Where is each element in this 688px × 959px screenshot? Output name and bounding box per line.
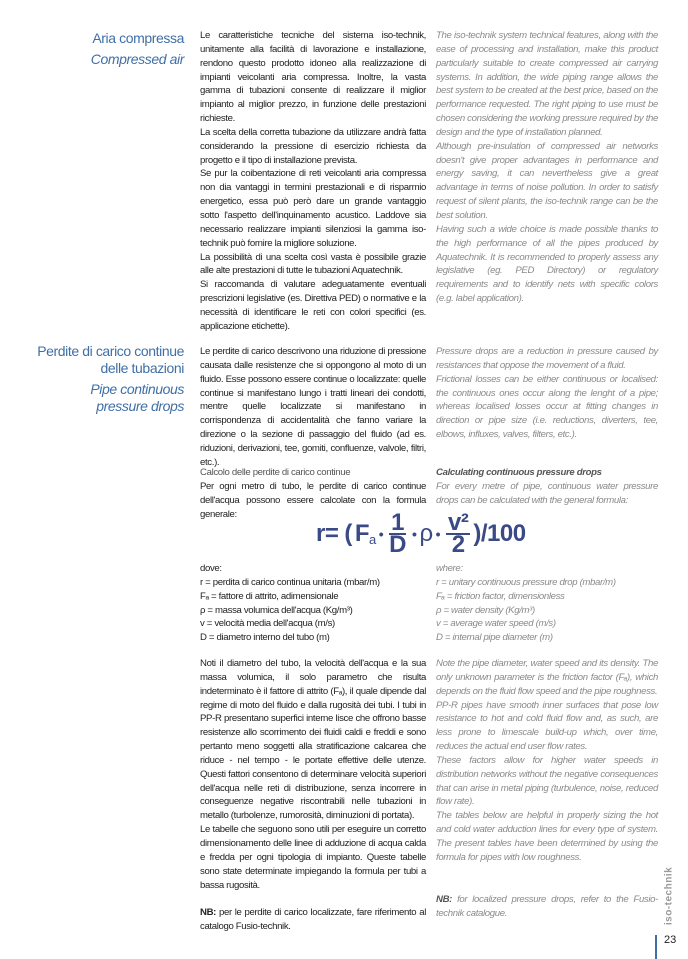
paragraph: La possibilità di una scelta così vasta è possibile grazie alle alte prestazioni di tutte le tubazioni Aquatechnik. <box>200 251 426 277</box>
section-heading-compressed-air <box>20 30 184 68</box>
pressure-drop-formula <box>316 509 526 558</box>
note-paragraph <box>436 893 658 921</box>
paragraph: These factors allow for higher water speeds in distribution networks without the negative consequences that can arise in metal piping (turbulence, noise, reduced flow rate). <box>436 754 658 808</box>
note-text: for localized pressure drops, refer to the Fusio-technik catalogue. <box>436 893 658 919</box>
subheading: Calcolo delle perdite di carico continue <box>200 467 351 478</box>
formula-fraction-v2-over-2 <box>446 509 470 558</box>
formula-rho: ρ <box>419 520 433 547</box>
paragraph: PP-R pipes have smooth inner surfaces that pose low resistance to hot and cold fluid flow and, as such, are less prone to limescale build-up which, over time, reduces the actual end user flow rates. <box>436 699 658 753</box>
paragraph: Having such a wide choice is made possible thanks to the high performance of all the pipes produced by Aquatechnik. It is recommended to properly assess any legislative (eg. PED Directory) or regulatory requirements and to identify nets with specific colors (e.g. label application). <box>436 223 658 305</box>
variable-definition: v = velocità media dell'acqua (m/s) <box>200 618 335 630</box>
paragraph: La scelta della corretta tubazione da utilizzare andrà fatta considerando la pressione di esercizio richiesta da progetto e il tipo di installazione prevista. <box>200 126 426 166</box>
variable-definition: ρ = water density (Kg/m³) <box>436 604 535 616</box>
formula-open-paren: ( <box>344 520 352 547</box>
heading-english-line1: Pipe continuous <box>90 381 184 397</box>
compressed-air-text-italian <box>200 29 426 334</box>
fraction-numerator: v² <box>448 509 469 536</box>
heading-italian: Aria compressa <box>92 30 184 46</box>
page-number: 23 <box>664 934 677 946</box>
variable-definition: D = internal pipe diameter (m) <box>436 632 553 644</box>
compressed-air-text-english <box>436 29 658 306</box>
fraction-denominator: 2 <box>451 531 465 558</box>
formula-dot: • <box>378 526 384 542</box>
paragraph: Si raccomanda di valutare adeguatamente eventuali prescrizioni legislative (es. Direttiva PED) o normative e la necessità di identificare le reti con colori specifici (es. applicazione etichette). <box>200 279 426 332</box>
subheading: Calculating continuous pressure drops <box>436 467 602 478</box>
brand-vertical-label <box>654 866 684 926</box>
note-label: NB: <box>436 893 453 905</box>
variable-definition: ρ = massa volumica dell'acqua (Kg/m³) <box>200 604 353 616</box>
paragraph: For every metre of pipe, continuous water pressure drops can be calculated with the general formula: <box>436 480 658 506</box>
variable-definition: r = perdita di carico continua unitaria (mbar/m) <box>200 576 380 588</box>
formula-subscript: a <box>369 531 376 547</box>
paragraph: Se pur la coibentazione di reti veicolanti aria compressa non dia vantaggi in termini prestazionali e di risparmio energetico, essa può però dare un grande vantaggio sotto l'aspetto dell'inquinamento acustico. Laddove sia necessario realizzare impianti silenziosi la gamma iso-technik può fornire la migliore soluzione. <box>200 168 426 249</box>
formula-fraction-1-over-d <box>389 509 407 558</box>
friction-body-english <box>436 657 658 920</box>
paragraph: Pressure drops are a reduction in pressure caused by resistances that oppose the movement of a fluid. <box>436 346 658 371</box>
page-number-divider <box>655 935 657 959</box>
variable-definition: Fₐ = fattore di attrito, adimensionale <box>200 590 339 602</box>
paragraph: Frictional losses can be either continuous or localised: the continuous ones occur along the lenght of a pipe; whereas localised losses occur at fitting changes in direction or pipe size (i.e. reductions, diverters, tee, elbows, influxes, valves, filters, etc.). <box>436 373 658 441</box>
variable-definition: v = average water speed (m/s) <box>436 618 556 630</box>
heading-english-line2: pressure drops <box>96 398 184 414</box>
variable-definition: D = diametro interno del tubo (m) <box>200 632 330 644</box>
formula-dot: • <box>435 526 440 542</box>
paragraph: Le tabelle che seguono sono utili per eseguire un corretto dimensionamento delle linee di adduzione di acqua calda e fredda per ogni tipologia di impianto. Queste tabelle sono state determinate impiegando la formula per tubi a bassa rugosità. <box>200 824 426 891</box>
variable-definition: Fₐ = friction factor, dimensionless <box>436 590 565 602</box>
paragraph: Per ogni metro di tubo, le perdite di carico continue dell'acqua possono essere calcolate con la formula generale: <box>200 480 426 520</box>
note-label: NB: <box>200 907 217 919</box>
fraction-numerator: 1 <box>391 509 405 536</box>
friction-body-italian <box>200 657 426 934</box>
paragraph: The iso-technik system technical features, along with the ease of processing and installation, make this product particularly suitable to create compressed air carrying systems. In addition, the wide piping range allows the best system to be created at the best price, based on the performance requested. The right piping to use must be chosen considering the working pressure required by the design and the type of installation planned. <box>436 30 658 138</box>
formula-friction-factor: F <box>354 520 370 547</box>
note-paragraph <box>200 906 426 934</box>
section-heading-pressure-drops <box>20 343 184 415</box>
heading-english: Compressed air <box>90 51 184 67</box>
fraction-denominator: D <box>389 531 407 558</box>
heading-italian-line2: delle tubazioni <box>100 360 184 376</box>
formula-lhs: r= <box>316 520 339 547</box>
calculation-intro-english <box>436 466 658 508</box>
where-label: where: <box>436 563 463 574</box>
paragraph: Note the pipe diameter, water speed and its density. The only unknown parameter is the friction factor (Fₐ), which depends on the fluid flow speed and the pipe roughness. <box>436 658 658 697</box>
formula-close: )/100 <box>473 520 526 547</box>
pressure-drops-intro-italian <box>200 345 426 470</box>
formula-dot: • <box>412 526 417 542</box>
paragraph: Noti il diametro del tubo, la velocità dell'acqua e la sua massa volumica, il solo parametro che risulta indeterminato è il fattore di attrito (Fₐ), il quale dipende dal regime di moto del fluido e dalla rugosità dei tubi. I tubi in PP-R presentano superfici interne lisce che offrono basse resistenze allo scorrimento dei fluidi caldi e freddi e sono pertanto meno soggetti alla stratificazione calcarea che riduce - nel tempo - le portate effettive delle utenze. Questi fattori consentono di determinare velocità superiori dell'acqua nelle reti di distribuzione, senza incorrere in conseguenze negative riscontrabili nelle tubazioni in metallo (turbolenze, rumorosità, diminuzioni di portata). <box>200 658 426 822</box>
pressure-drops-intro-english <box>436 345 658 442</box>
paragraph: Le caratteristiche tecniche del sistema iso-technik, unitamente alla facilità di lavorazione e installazione, rendono questo prodotto idoneo alla realizzazione di impianti veicolanti aria compressa. Inoltre, la vasta gamma di tubazioni consente di realizzare il miglior impianto al miglior prezzo, in funzione delle prestazioni richieste. <box>200 30 426 125</box>
heading-italian-line1: Perdite di carico continue <box>37 343 184 359</box>
variables-english <box>436 562 658 645</box>
variables-italian <box>200 562 426 645</box>
where-label: dove: <box>200 563 222 574</box>
brand-text: iso-technik <box>663 866 675 926</box>
paragraph: Although pre-insulation of compressed air networks doesn't give proper advantages in performance and energy saving, it can nevertheless give a great advantage in terms of noise pollution. In order to satisfy request of silent plants, the iso-technik range can be the best solution. <box>436 140 658 221</box>
note-text: per le perdite di carico localizzate, fare riferimento al catalogo Fusio-technik. <box>200 907 426 933</box>
paragraph: Le perdite di carico descrivono una riduzione di pressione causata dalle resistenze che si oppongono al moto di un fluido. Esse possono essere continue o localizzate: quelle continue si manifestano lungo i tratti lineari dei condotti, mentre quelle localizzate si manifestano in corrispondenza di accidentalità che fanno variare la direzione o la sezione di passaggio del fluido (ad es. riduzioni, derivazioni, tee, gomiti, confluenze, valvole, filtri, etc.). <box>200 346 426 468</box>
paragraph: The tables below are helpful in properly sizing the hot and cold water adduction lines for every type of system. The present tables have been determined by using the formula for pipes with low roughness. <box>436 810 658 863</box>
variable-definition: r = unitary continuous pressure drop (mbar/m) <box>436 576 616 588</box>
